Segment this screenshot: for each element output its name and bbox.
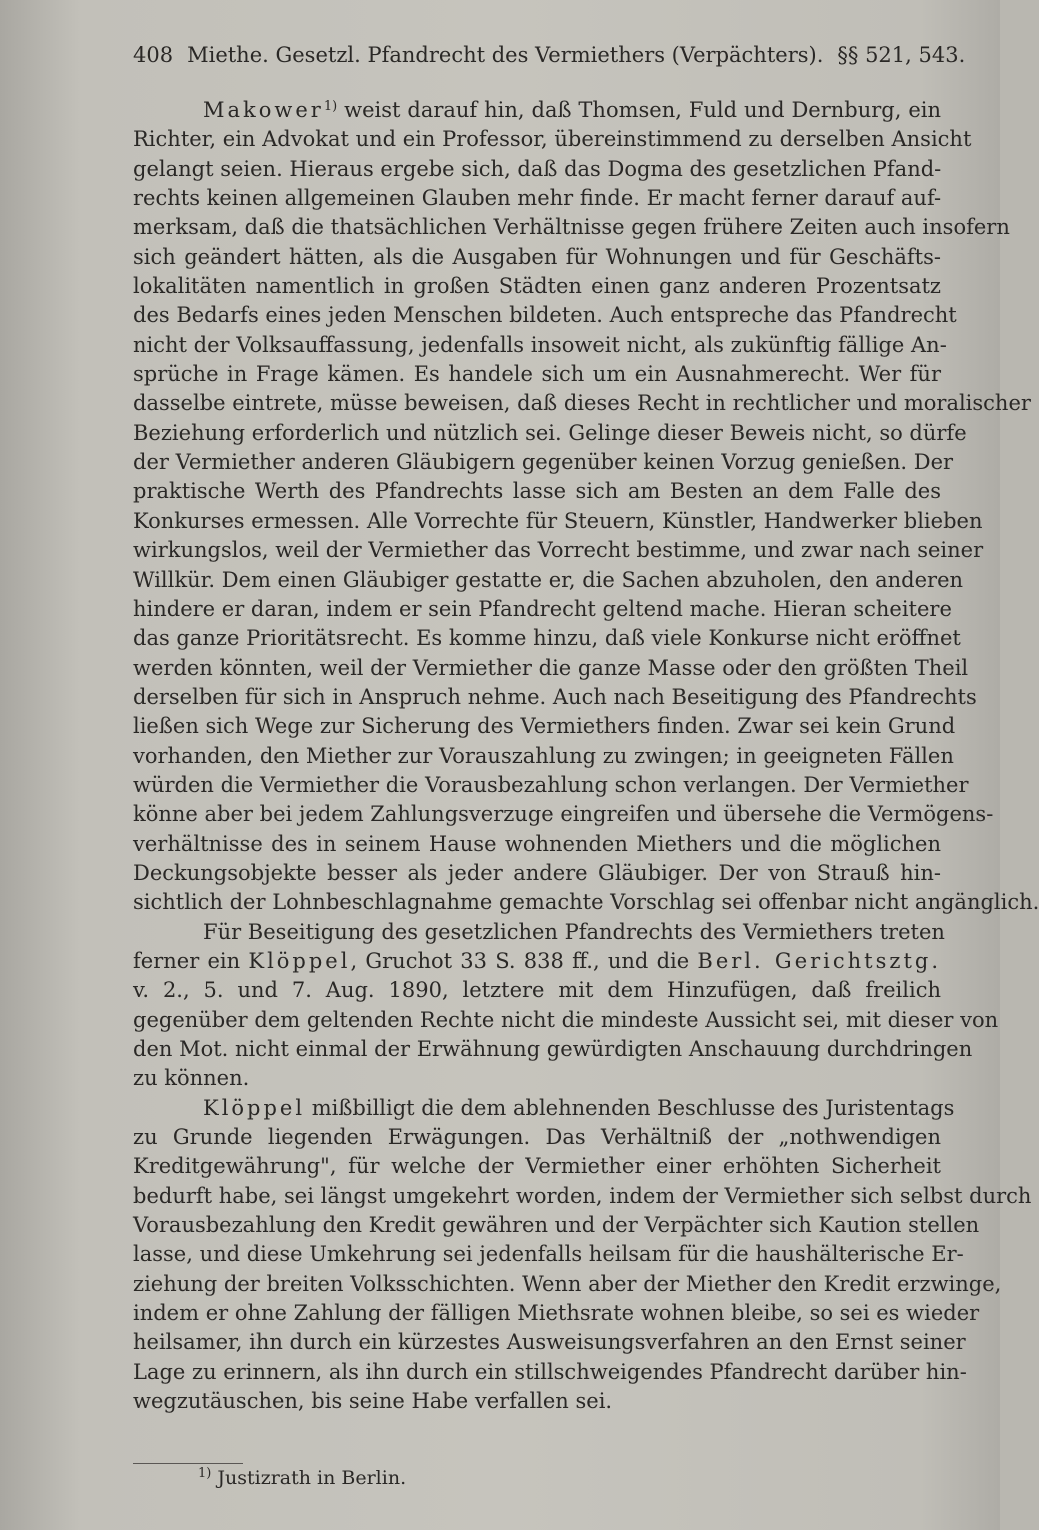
text-line: vorhanden, den Miether zur Vorauszahlung zu zwingen; in geeigneten Fällen xyxy=(133,743,954,768)
cited-author: Klöppel xyxy=(248,948,351,973)
text-line: des Bedarfs eines jeden Menschen bildeten. Auch entspreche das Pfandrecht xyxy=(133,303,957,328)
text-line: Willkür. Dem einen Gläubiger gestatte er, die Sachen abzuholen, den anderen xyxy=(133,567,964,592)
text-line: bedurft habe, sei längst umgekehrt worden, indem der Vermiether sich selbst durch xyxy=(133,1183,1032,1208)
text-line: merksam, daß die thatsächlichen Verhältnisse gegen frühere Zeiten auch insofern xyxy=(133,215,1010,240)
text-line: wegzutäuschen, bis seine Habe verfallen sei. xyxy=(133,1389,613,1414)
cited-journal: Berl. Gerichtsztg. xyxy=(697,948,942,973)
footnote-mark: 1) xyxy=(198,1466,212,1481)
text-line: zu Grunde liegenden Erwägungen. Das Verhältniß der „nothwendigen xyxy=(133,1125,941,1150)
text-line: gegenüber dem geltenden Rechte nicht die mindeste Aussicht sei, mit dieser von xyxy=(133,1007,999,1032)
text-line: hindere er daran, indem er sein Pfandrecht geltend mache. Hieran scheitere xyxy=(133,596,952,621)
text-line: könne aber bei jedem Zahlungsverzuge eingreifen und übersehe die Vermögens- xyxy=(133,802,994,827)
text-line: das ganze Prioritätsrecht. Es komme hinzu, daß viele Konkurse nicht eröffnet xyxy=(133,626,961,651)
author-name: Makower xyxy=(203,98,324,122)
text-line: Konkurses ermessen. Alle Vorrechte für Steuern, Künstler, Handwerker blieben xyxy=(133,508,983,533)
text-line: dasselbe eintrete, müsse beweisen, daß dieses Recht in rechtlicher und moralischer xyxy=(133,391,1031,416)
text-line: Richter, ein Advokat und ein Professor, übereinstimmend zu derselben Ansicht xyxy=(133,127,972,152)
text-line: Für Beseitigung des gesetzlichen Pfandrechts des Vermiethers treten xyxy=(203,919,945,944)
text-line: Klöppel mißbilligt die dem ablehnenden Beschlusse des Juristentags xyxy=(203,1095,955,1120)
text-line: sichtlich der Lohnbeschlagnahme gemachte Vorschlag sei offenbar nicht angänglich. xyxy=(133,890,1039,915)
text-line: rechts keinen allgemeinen Glauben mehr finde. Er macht ferner darauf auf- xyxy=(133,186,942,211)
text-line: indem er ohne Zahlung der fälligen Miethsrate wohnen bleibe, so sei es wieder xyxy=(133,1301,980,1326)
text-line: Vorausbezahlung den Kredit gewähren und der Verpächter sich Kaution stellen xyxy=(133,1213,980,1238)
text-line: wirkungslos, weil der Vermiether das Vorrecht bestimme, und zwar nach seiner xyxy=(133,538,984,563)
text-line: sprüche in Frage kämen. Es handele sich um ein Ausnahmerecht. Wer für xyxy=(133,362,941,387)
footnote-mark: 1) xyxy=(323,99,338,114)
text-line: würden die Vermiether die Vorausbezahlung schon verlangen. Der Vermiether xyxy=(133,772,969,797)
text-line: ferner ein Klöppel, Gruchot 33 S. 838 ff., und die Berl. Gerichtsztg. xyxy=(133,948,942,973)
text-line: Kreditgewährung", für welche der Vermiether einer erhöhten Sicherheit xyxy=(133,1154,941,1179)
text-line: Beziehung erforderlich und nützlich sei. Gelinge dieser Beweis nicht, so dürfe xyxy=(133,420,967,445)
text-line: heilsamer, ihn durch ein kürzestes Ausweisungsverfahren an den Ernst seiner xyxy=(133,1330,966,1355)
text-line: werden könnten, weil der Vermiether die ganze Masse oder den größten Theil xyxy=(133,655,969,680)
running-header xyxy=(133,40,966,70)
page-number: 408 xyxy=(133,43,174,67)
text-line: der Vermiether anderen Gläubigern gegenüber keinen Vorzug genießen. Der xyxy=(133,450,954,475)
header-title: Miethe. Gesetzl. Pfandrecht des Vermiethers (Verpächters). xyxy=(187,43,824,67)
text-line: v. 2., 5. und 7. Aug. 1890, letztere mit dem Hinzufügen, daß freilich xyxy=(133,978,941,1003)
cited-author: Klöppel xyxy=(203,1095,306,1120)
text-line: ziehung der breiten Volksschichten. Wenn aber der Miether den Kredit erzwinge, xyxy=(133,1271,1002,1296)
text-line: ließen sich Wege zur Sicherung des Vermiethers finden. Zwar sei kein Grund xyxy=(133,714,956,739)
text-line: gelangt seien. Hieraus ergebe sich, daß das Dogma des gesetzlichen Pfand- xyxy=(133,156,942,181)
footnote xyxy=(198,1463,406,1493)
header-paragraph-refs: §§ 521, 543. xyxy=(837,43,966,67)
text-line: derselben für sich in Anspruch nehme. Auch nach Beseitigung des Pfandrechts xyxy=(133,684,977,709)
text-line: Lage zu erinnern, als ihn durch ein stillschweigendes Pfandrecht darüber hin- xyxy=(133,1359,967,1384)
footnote-text: Justizrath in Berlin. xyxy=(211,1467,407,1489)
text-line: nicht der Volksauffassung, jedenfalls insoweit nicht, als zukünftig fällige An- xyxy=(133,332,947,357)
text-line: lokalitäten namentlich in großen Städten einen ganz anderen Prozentsatz xyxy=(133,274,941,299)
text-line: sich geändert hätten, als die Ausgaben für Wohnungen und für Geschäfts- xyxy=(133,244,941,269)
text-line: verhältnisse des in seinem Hause wohnenden Miethers und die möglichen xyxy=(133,831,941,856)
text-line: den Mot. nicht einmal der Erwähnung gewürdigten Anschauung durchdringen xyxy=(133,1037,973,1061)
text-line: zu können. xyxy=(133,1066,250,1091)
text-line: Makower$^{1)}$ weist darauf hin, daß Thomsen, Fuld und Dernburg, ein xyxy=(203,98,941,122)
text-line: lasse, und diese Umkehrung sei jedenfalls heilsam für die haushälterische Er- xyxy=(133,1242,964,1267)
text-line: praktische Werth des Pfandrechts lasse sich am Besten an dem Falle des xyxy=(133,479,941,504)
text-line: Deckungsobjekte besser als jeder andere Gläubiger. Der von Strauß hin- xyxy=(133,860,941,885)
main-text xyxy=(133,96,1039,1416)
